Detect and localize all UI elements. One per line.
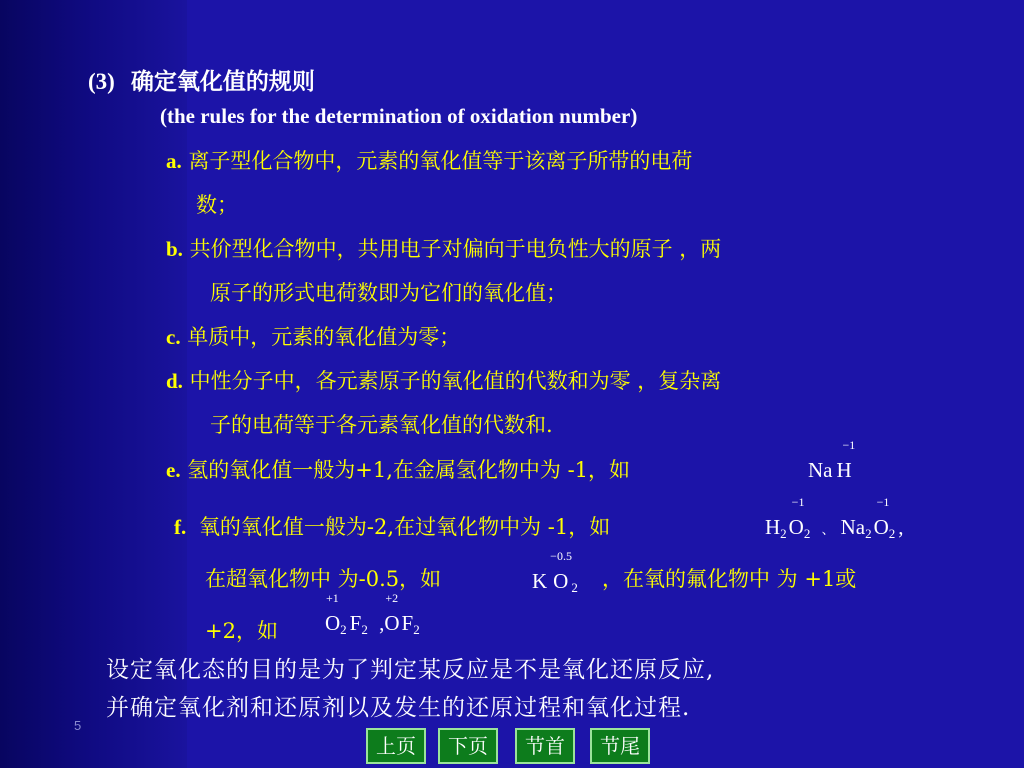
rule-c-text: 单质中，元素的氧化值为零；	[187, 325, 461, 349]
section-first-button[interactable]: 节首	[515, 728, 575, 764]
formula-ko2-k: K	[532, 569, 548, 593]
formula-o2f2-o: O	[325, 611, 341, 635]
formula-h2o2-o-wrap	[788, 495, 805, 539]
rule-b-label: b.	[166, 237, 183, 261]
formula-h2o2-o-sub: 2	[803, 526, 811, 541]
formula-na2o2-na-sub: 2	[865, 526, 872, 541]
prev-page-button[interactable]: 上页	[366, 728, 426, 764]
formula-nah-h-wrap	[836, 438, 856, 482]
formula-of2-ox: +2	[385, 591, 399, 605]
formula-ko2-ox: −0.5	[550, 549, 572, 563]
rule-f-line3: +2，如	[205, 619, 278, 643]
formula-nah-na: Na	[808, 458, 833, 482]
formula-nah	[808, 438, 856, 483]
heading	[88, 63, 315, 96]
formula-o2f2-f-sub: 2	[361, 622, 368, 637]
heading-number: (3)	[88, 69, 115, 94]
heading-subtitle: (the rules for the determination of oxidation number)	[160, 104, 638, 128]
formula-na2o2-o: O	[873, 515, 889, 539]
rule-c-label: c.	[166, 325, 181, 349]
formula-ko2-o-wrap	[550, 549, 572, 593]
formula-o2f2	[325, 591, 420, 637]
formula-o2f2-o-sub: 2	[340, 622, 347, 637]
heading-title: 确定氧化值的规则	[130, 69, 315, 95]
formula-na2o2-na: Na	[840, 515, 866, 539]
formula-na2o2-o-sub: 2	[888, 526, 896, 541]
page-number: 5	[74, 718, 82, 733]
formula-nah-ox: −1	[842, 438, 856, 452]
formula-o2f2-f: F	[349, 611, 362, 635]
summary-line2: 并确定氧化剂和还原剂以及发生的还原过程和氧化过程.	[106, 695, 691, 721]
formula-o2f2-ox: +1	[326, 591, 339, 605]
formula-na2o2-trail: ,	[898, 515, 904, 539]
formula-separator-1: 、	[821, 522, 835, 537]
formula-na2o2-ox: −1	[876, 495, 890, 509]
formula-of2-o: O	[384, 611, 400, 635]
rule-f-text: 氧的氧化值一般为-2,在过氧化物中为 -1，如	[198, 515, 611, 539]
formula-of2-f: F	[401, 611, 414, 635]
rule-d-line1	[166, 365, 721, 395]
formula-h2o2	[765, 495, 904, 541]
rule-b-line2: 原子的形式电荷数即为它们的氧化值；	[210, 281, 567, 305]
rule-d-label: d.	[166, 369, 183, 393]
rule-f-line1	[174, 511, 610, 541]
rule-a-line2: 数；	[196, 193, 238, 217]
formula-h2o2-ox: −1	[791, 495, 805, 509]
formula-of2-f-sub: 2	[413, 622, 420, 637]
rule-b-text: 共价型化合物中，共用电子对偏向于电负性大的原子 ，两	[189, 237, 722, 261]
formula-separator-2: ,	[379, 611, 385, 635]
rule-e-label: e.	[166, 458, 181, 482]
rule-e-line1	[166, 454, 630, 484]
rule-f-label: f.	[174, 515, 187, 539]
section-last-button[interactable]: 节尾	[590, 728, 650, 764]
rule-a-label: a.	[166, 149, 182, 173]
next-page-button[interactable]: 下页	[438, 728, 498, 764]
rule-b-line1	[166, 233, 721, 263]
formula-ko2	[532, 549, 578, 595]
rule-f-line2b: ，在氧的氟化物中 为 +1或	[602, 567, 857, 591]
rule-e-text: 氢的氧化值一般为+1,在金属氢化物中为 -1，如	[187, 458, 631, 482]
formula-na2o2-o-wrap	[873, 495, 890, 539]
formula-nah-h: H	[836, 458, 852, 482]
formula-ko2-o-sub: 2	[571, 580, 578, 595]
rule-a-line1	[166, 145, 692, 175]
formula-ko2-o: O	[553, 569, 569, 593]
formula-h2o2-h-sub: 2	[780, 526, 787, 541]
rule-d-line2: 子的电荷等于各元素氧化值的代数和.	[210, 413, 553, 437]
rule-d-text: 中性分子中，各元素原子的氧化值的代数和为零 ，复杂离	[189, 369, 722, 393]
summary-line1: 设定氧化态的目的是为了判定某反应是不是氧化还原反应,	[106, 657, 715, 683]
formula-of2-o-wrap	[384, 591, 400, 635]
rule-c-line1	[166, 321, 460, 351]
formula-o2f2-o-wrap	[325, 591, 341, 635]
formula-h2o2-h: H	[765, 515, 781, 539]
rule-a-text: 离子型化合物中，元素的氧化值等于该离子所带的电荷	[188, 149, 693, 173]
rule-f-line2a: 在超氧化物中 为-0.5，如	[205, 567, 442, 591]
formula-h2o2-o: O	[788, 515, 804, 539]
